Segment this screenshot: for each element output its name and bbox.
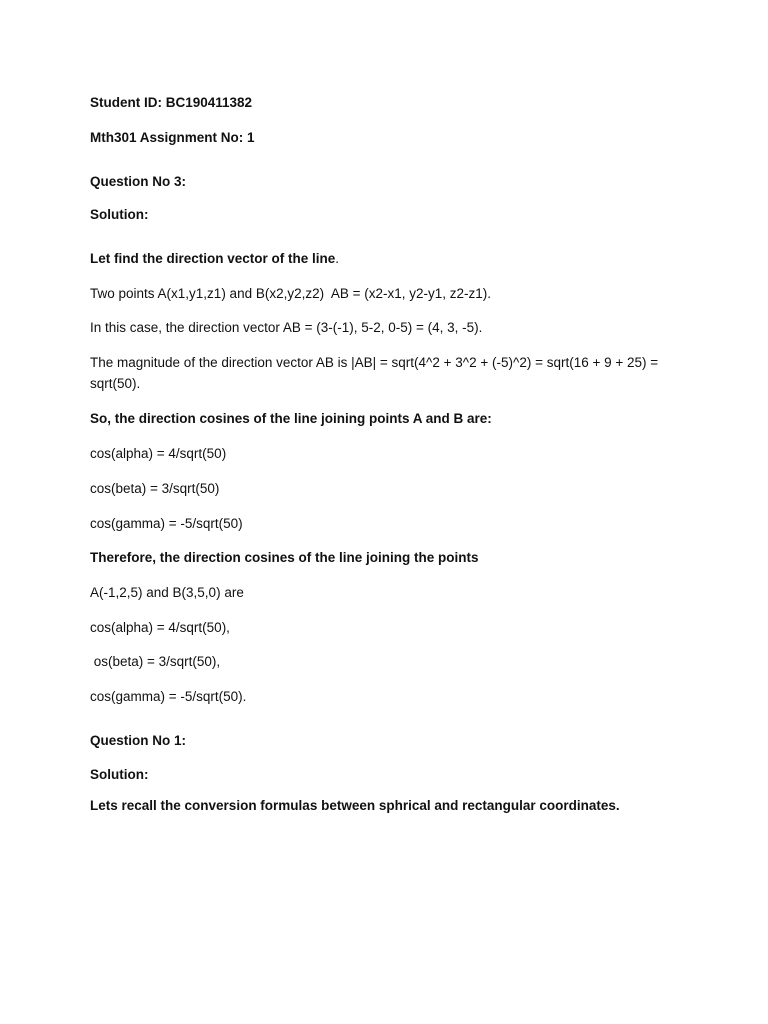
cos-alpha: cos(alpha) = 4/sqrt(50) [90,446,227,461]
final-cos-alpha: cos(alpha) = 4/sqrt(50), [90,620,230,635]
therefore-statement: Therefore, the direction cosines of the line joining the points [90,550,479,565]
question-1-solution-label: Solution: [90,767,149,782]
question-1-heading: Question No 1: [90,733,187,748]
final-cos-gamma: cos(gamma) = -5/sqrt(50). [90,689,247,704]
magnitude-formula: The magnitude of the direction vector AB is |AB| = sqrt(4^2 + 3^2 + (-5)^2) = sqrt(16 + 9 + 25) = sqrt(50). [90,355,659,391]
assignment-title: Mth301 Assignment No: 1 [90,130,255,145]
direction-vector-intro-period: . [335,251,340,266]
points-statement: A(-1,2,5) and B(3,5,0) are [90,585,244,600]
conversion-formulas-intro: Lets recall the conversion formulas between sphrical and rectangular coordinates. [90,798,620,813]
direction-vector-value: In this case, the direction vector AB = (3-(-1), 5-2, 0-5) = (4, 3, -5). [90,320,483,335]
two-points-formula: Two points A(x1,y1,z1) and B(x2,y2,z2) AB = (x2-x1, y2-y1, z2-z1). [90,286,492,301]
direction-cosines-heading: So, the direction cosines of the line joining points A and B are: [90,411,492,426]
question-3-heading: Question No 3: [90,174,187,189]
direction-vector-intro-text: Let find the direction vector of the line [90,251,336,266]
question-3-solution-label: Solution: [90,207,149,222]
final-cos-beta: os(beta) = 3/sqrt(50), [90,654,221,669]
cos-beta: cos(beta) = 3/sqrt(50) [90,481,220,496]
direction-vector-intro [90,248,690,269]
cos-gamma: cos(gamma) = -5/sqrt(50) [90,516,243,531]
student-id: Student ID: BC190411382 [90,95,253,110]
